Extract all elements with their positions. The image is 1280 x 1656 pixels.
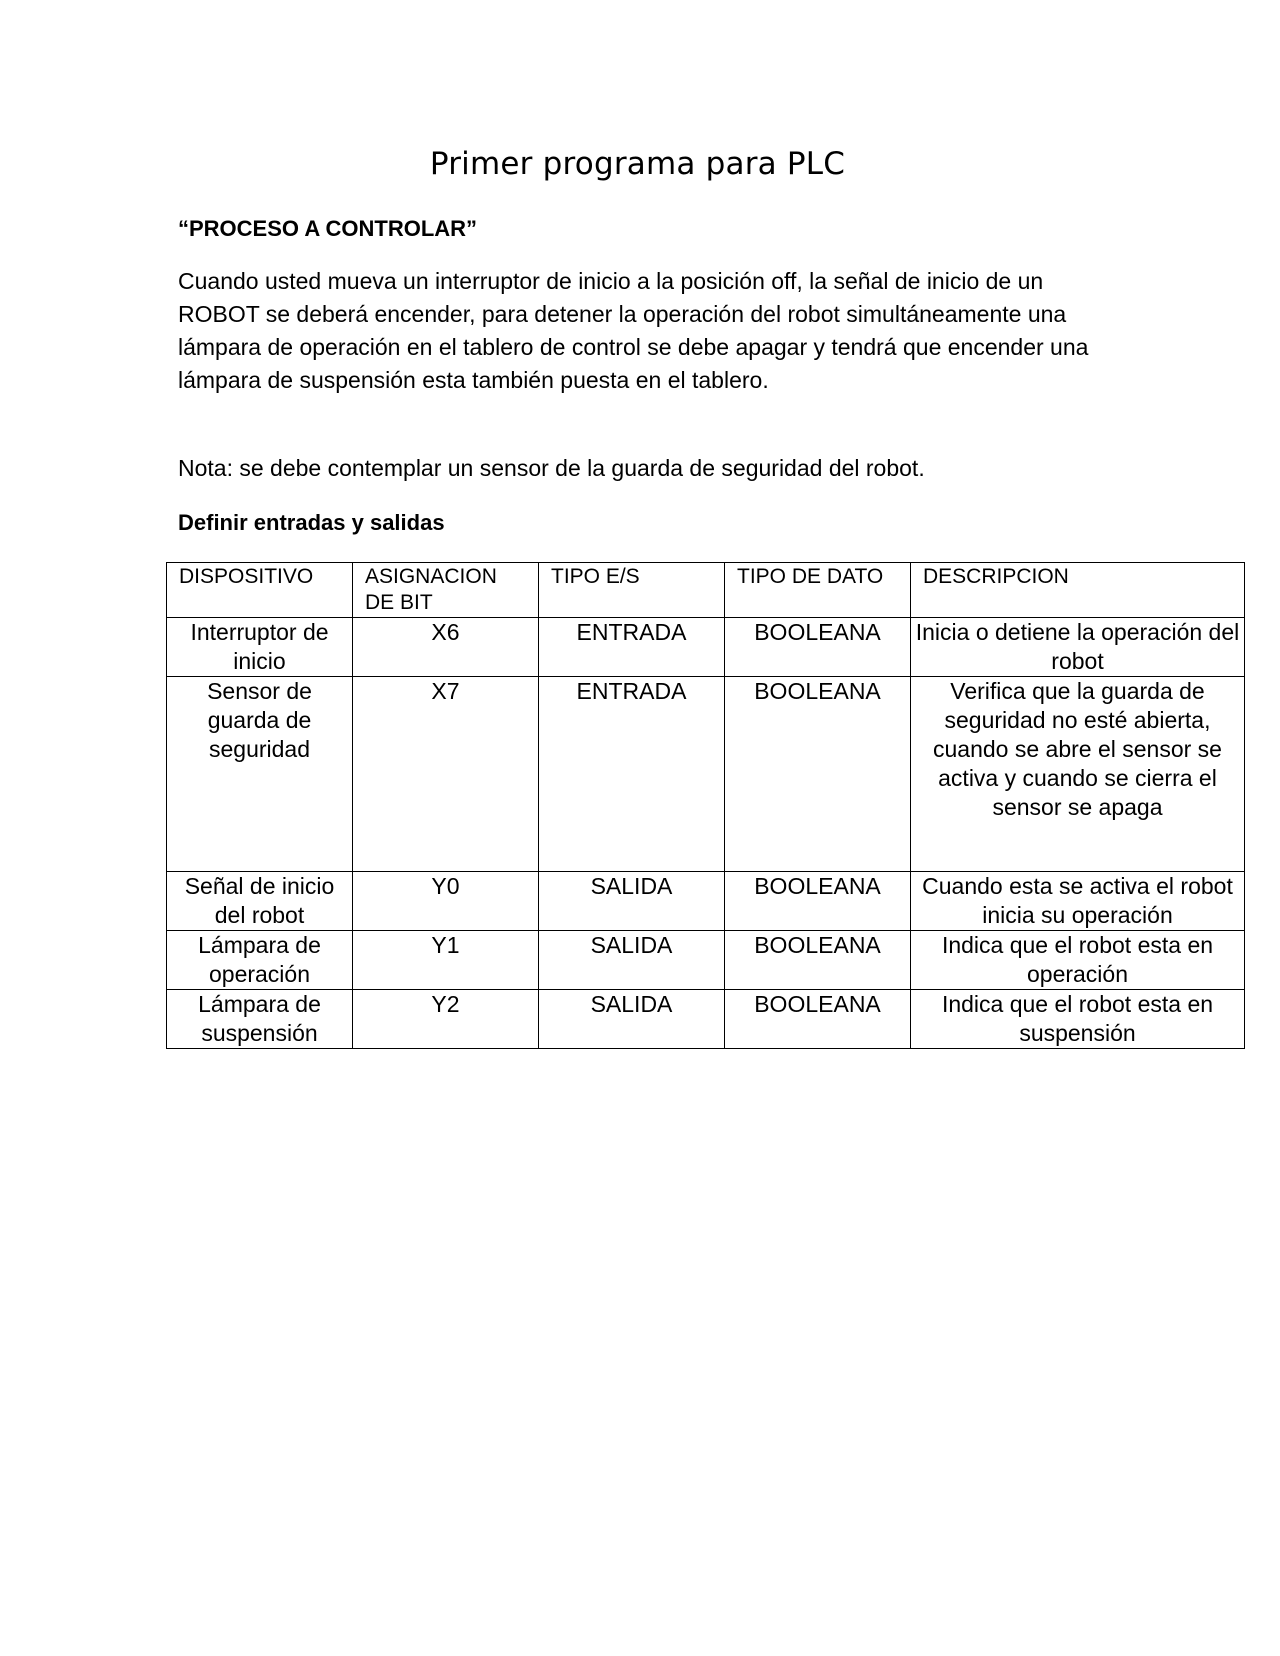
table-row bbox=[167, 618, 1245, 677]
cell-tipo-es: ENTRADA bbox=[539, 677, 725, 872]
section-heading-io: Definir entradas y salidas bbox=[178, 510, 445, 535]
cell-tipo-es: SALIDA bbox=[539, 931, 725, 990]
table-row bbox=[167, 872, 1245, 931]
table-row bbox=[167, 990, 1245, 1049]
column-header-descripcion: DESCRIPCION bbox=[911, 563, 1245, 618]
column-header-asignacion: ASIGNACION DE BIT bbox=[353, 563, 539, 618]
column-header-dispositivo: DISPOSITIVO bbox=[167, 563, 353, 618]
cell-dispositivo: Lámpara de suspensión bbox=[167, 990, 353, 1049]
cell-descripcion: Inicia o detiene la operación del robot bbox=[911, 618, 1245, 677]
table-row bbox=[167, 931, 1245, 990]
cell-descripcion: Cuando esta se activa el robot inicia su operación bbox=[911, 872, 1245, 931]
column-header-tipo-dato: TIPO DE DATO bbox=[725, 563, 911, 618]
cell-tipo-es: ENTRADA bbox=[539, 618, 725, 677]
cell-dispositivo: Lámpara de operación bbox=[167, 931, 353, 990]
cell-tipo-dato: BOOLEANA bbox=[725, 872, 911, 931]
cell-descripcion: Verifica que la guarda de seguridad no esté abierta, cuando se abre el sensor se activa y cuando se cierra el sensor se apaga bbox=[911, 677, 1245, 872]
cell-tipo-es: SALIDA bbox=[539, 990, 725, 1049]
table-header-row bbox=[167, 563, 1245, 618]
cell-asignacion: X7 bbox=[353, 677, 539, 872]
cell-tipo-dato: BOOLEANA bbox=[725, 618, 911, 677]
io-table bbox=[166, 562, 1245, 1049]
cell-tipo-dato: BOOLEANA bbox=[725, 677, 911, 872]
cell-asignacion: Y2 bbox=[353, 990, 539, 1049]
cell-tipo-dato: BOOLEANA bbox=[725, 990, 911, 1049]
cell-asignacion: Y0 bbox=[353, 872, 539, 931]
cell-dispositivo: Interruptor de inicio bbox=[167, 618, 353, 677]
table-row bbox=[167, 677, 1245, 872]
process-note: Nota: se debe contemplar un sensor de la guarda de seguridad del robot. bbox=[178, 455, 925, 481]
process-description: Cuando usted mueva un interruptor de inicio a la posición off, la señal de inicio de un ROBOT se deberá encender, para detener la operación del robot simultáneamente una lámpara de operación en el tablero de control se debe apagar y tendrá que encender una lámpara de suspensión esta también puesta en el tablero. bbox=[178, 268, 1089, 393]
cell-asignacion: Y1 bbox=[353, 931, 539, 990]
cell-asignacion: X6 bbox=[353, 618, 539, 677]
cell-tipo-es: SALIDA bbox=[539, 872, 725, 931]
cell-dispositivo: Sensor de guarda de seguridad bbox=[167, 677, 353, 872]
page-title: Primer programa para PLC bbox=[429, 146, 846, 182]
section-heading-proceso: “PROCESO A CONTROLAR” bbox=[178, 216, 478, 241]
cell-descripcion: Indica que el robot esta en operación bbox=[911, 931, 1245, 990]
cell-descripcion: Indica que el robot esta en suspensión bbox=[911, 990, 1245, 1049]
cell-tipo-dato: BOOLEANA bbox=[725, 931, 911, 990]
cell-dispositivo: Señal de inicio del robot bbox=[167, 872, 353, 931]
column-header-tipo-es: TIPO E/S bbox=[539, 563, 725, 618]
